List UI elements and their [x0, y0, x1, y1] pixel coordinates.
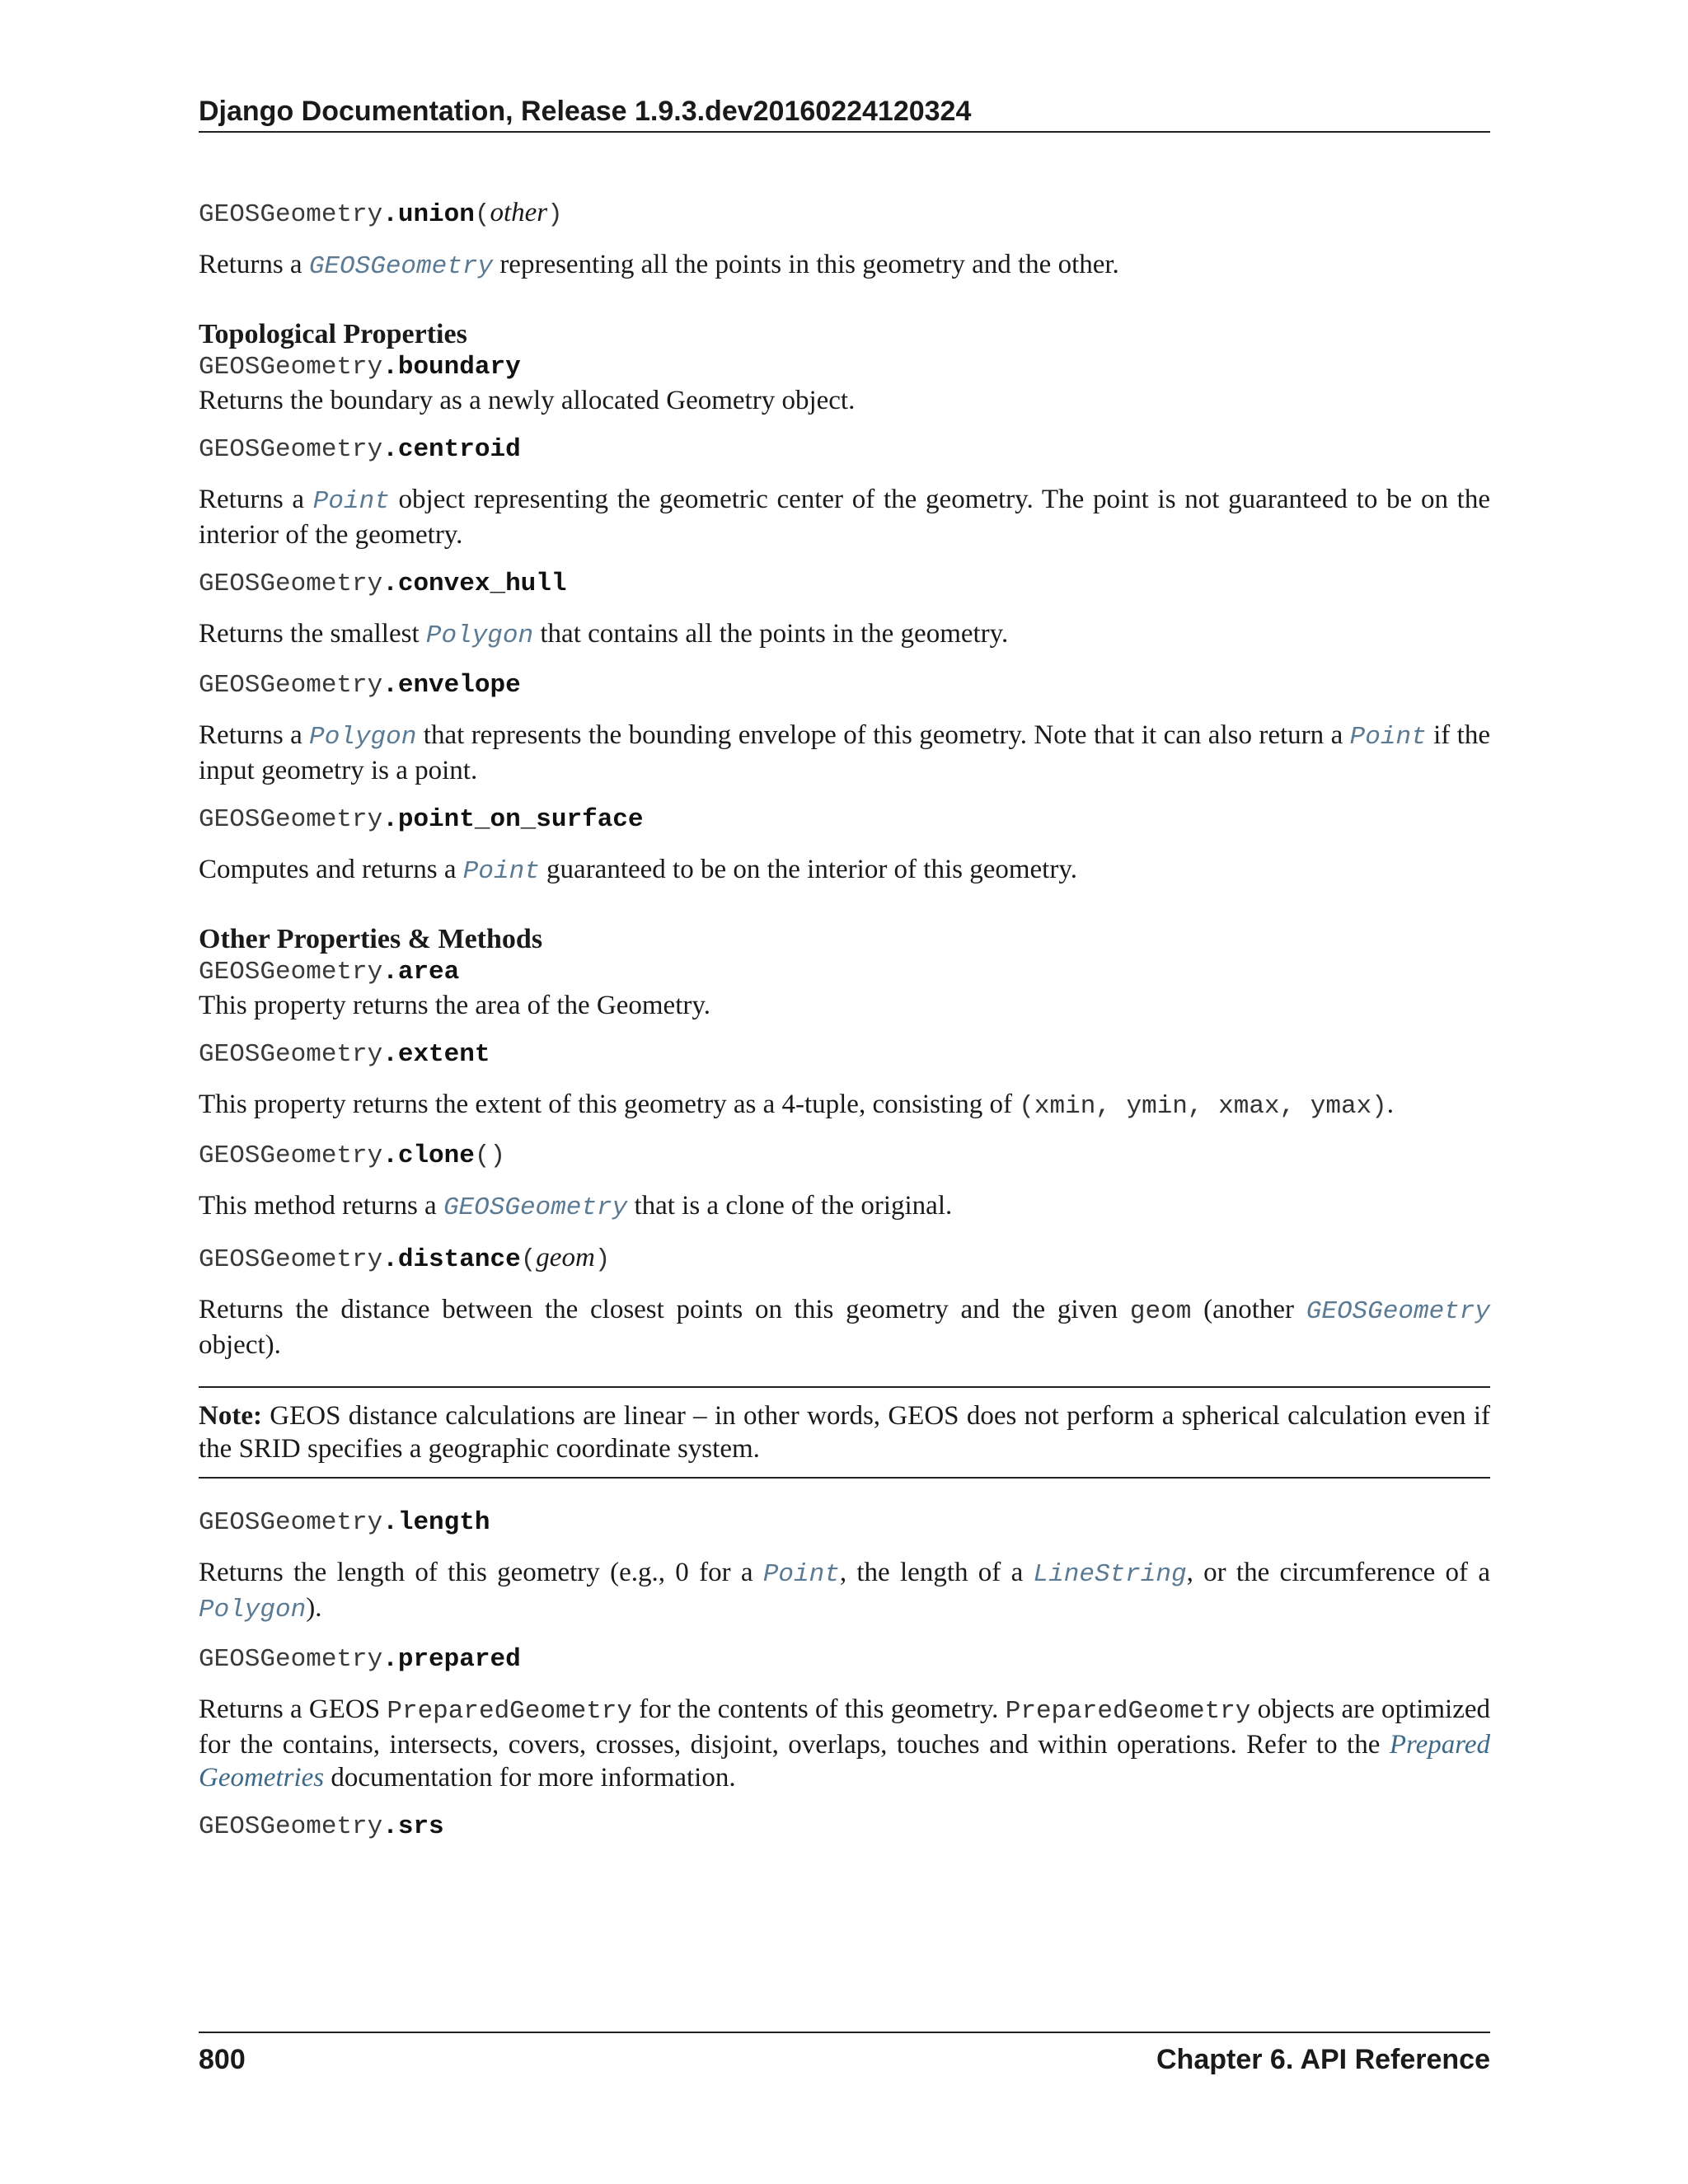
member-name: .envelope: [382, 671, 521, 700]
geosgeometry-link[interactable]: GEOSGeometry: [1306, 1297, 1490, 1326]
area-description: This property returns the area of the Geometry.: [199, 991, 710, 1020]
srs-signature: [199, 1811, 1490, 1844]
class-name: GEOSGeometry: [199, 1812, 383, 1841]
text-run: guaranteed to be on the interior of this geometry.: [539, 855, 1077, 884]
text-run: , or the circumference of a: [1186, 1558, 1490, 1587]
text-run: (another: [1191, 1295, 1306, 1324]
class-name: GEOSGeometry: [199, 1645, 383, 1674]
text-run: objects are optimized for the contains, intersects, covers, crosses, disjoint, overlaps, touches and within operations. Refer to the: [199, 1694, 1490, 1760]
centroid-description: [199, 483, 1490, 551]
point-link[interactable]: Point: [462, 857, 540, 886]
text-run: that contains all the points in the geometry.: [533, 619, 1009, 649]
other-properties-section: [199, 923, 1490, 1844]
member-name: .union: [382, 200, 475, 229]
text-run: documentation for more information.: [324, 1763, 736, 1793]
topological-section: [199, 318, 1490, 888]
extent-description: [199, 1088, 1490, 1123]
text-run: object representing the geometric center of the geometry. The point is not guaranteed to be on the interior of the geometry.: [199, 485, 1490, 550]
point-on-surface-description: [199, 853, 1490, 888]
prepared-geometries-link[interactable]: Prepared Geometries: [199, 1730, 1490, 1793]
extent-tuple-code: (xmin, ymin, xmax, ymax): [1019, 1092, 1387, 1121]
text-run: Computes and returns a: [199, 855, 463, 884]
length-entry: [199, 1507, 1490, 1627]
point-link[interactable]: Point: [312, 487, 390, 516]
union-entry: [199, 196, 1490, 284]
chapter-title: Chapter 6. API Reference: [1156, 2044, 1490, 2075]
text-run: , the length of a: [839, 1558, 1034, 1587]
class-name: GEOSGeometry: [199, 1141, 383, 1170]
envelope-entry: [199, 669, 1490, 787]
class-name: GEOSGeometry: [199, 353, 383, 382]
geom-code: geom: [1129, 1297, 1192, 1326]
point-link[interactable]: Point: [1349, 723, 1427, 752]
member-name: .area: [382, 958, 460, 987]
text-run: Returns the smallest: [199, 619, 426, 649]
document-page: [199, 0, 1490, 2184]
union-description: [199, 248, 1490, 284]
class-name: GEOSGeometry: [199, 805, 383, 834]
class-name: GEOSGeometry: [199, 1508, 383, 1537]
text-run: Returns a: [199, 485, 313, 514]
member-name: .prepared: [382, 1645, 521, 1674]
text-run: This property returns the extent of this geometry as a 4-tuple, consisting of: [199, 1090, 1020, 1119]
member-name: .centroid: [382, 435, 521, 464]
member-name: .boundary: [382, 353, 521, 382]
clone-signature: [199, 1140, 1490, 1173]
srs-entry: [199, 1811, 1490, 1844]
prepared-description: [199, 1693, 1490, 1794]
member-name: .distance: [382, 1245, 521, 1274]
distance-description: [199, 1293, 1490, 1361]
extent-signature: [199, 1038, 1490, 1071]
text-run: Returns a GEOS: [199, 1694, 387, 1724]
parens: (): [474, 1141, 506, 1170]
member-name: .point_on_surface: [382, 805, 644, 834]
section-title-other: Other Properties & Methods: [199, 924, 543, 954]
geosgeometry-link[interactable]: GEOSGeometry: [443, 1193, 628, 1222]
text-run: for the contents of this geometry.: [632, 1694, 1006, 1724]
boundary-signature: [199, 351, 1490, 384]
text-run: representing all the points in this geometry and the other.: [493, 250, 1119, 279]
clone-description: [199, 1189, 1490, 1225]
clone-entry: [199, 1140, 1490, 1225]
envelope-signature: [199, 669, 1490, 702]
convex-hull-signature: [199, 568, 1490, 601]
prepared-signature: [199, 1643, 1490, 1676]
length-signature: [199, 1507, 1490, 1540]
page-number: 800: [199, 2044, 246, 2075]
text-run: Returns the distance between the closest points on this geometry and the given: [199, 1295, 1130, 1324]
preparedgeometry-code: PreparedGeometry: [387, 1697, 633, 1726]
boundary-entry: [199, 351, 1490, 417]
paren-open: (: [474, 200, 490, 229]
polygon-link[interactable]: Polygon: [425, 621, 534, 650]
text-run: .: [1386, 1090, 1395, 1119]
note-label: Note:: [199, 1401, 262, 1431]
text-run: Returns a: [199, 250, 309, 279]
class-name: GEOSGeometry: [199, 569, 383, 598]
class-name: GEOSGeometry: [199, 671, 383, 700]
convex-hull-description: [199, 617, 1490, 653]
class-name: GEOSGeometry: [199, 958, 383, 987]
member-name: .convex_hull: [382, 569, 567, 598]
area-entry: [199, 956, 1490, 1022]
running-header: [199, 93, 1490, 133]
class-name: GEOSGeometry: [199, 435, 383, 464]
note-box: [199, 1386, 1490, 1479]
paren-open: (: [520, 1245, 537, 1274]
area-signature: [199, 956, 1490, 989]
paren-close: ): [594, 1245, 611, 1274]
page-content: [199, 196, 1490, 1860]
class-name: GEOSGeometry: [199, 1040, 383, 1069]
text-run: object).: [199, 1330, 281, 1360]
section-title-topological: Topological Properties: [199, 319, 467, 349]
class-name: GEOSGeometry: [199, 200, 383, 229]
convex-hull-entry: [199, 568, 1490, 653]
text-run: GEOS distance calculations are linear – in other words, GEOS does not perform a spherical calculation even if the SRID specifies a geographic coordinate system.: [199, 1401, 1490, 1464]
prepared-entry: [199, 1643, 1490, 1794]
point-on-surface-entry: [199, 804, 1490, 888]
member-name: .clone: [382, 1141, 475, 1170]
paren-close: ): [547, 200, 563, 229]
member-name: .srs: [382, 1812, 444, 1841]
preparedgeometry-code: PreparedGeometry: [1005, 1697, 1251, 1726]
param-name: geom: [536, 1243, 595, 1272]
geosgeometry-link[interactable]: GEOSGeometry: [308, 252, 494, 281]
text-run: ).: [306, 1593, 322, 1623]
extent-entry: [199, 1038, 1490, 1123]
point-on-surface-signature: [199, 804, 1490, 837]
centroid-entry: [199, 434, 1490, 551]
envelope-description: [199, 719, 1490, 787]
member-name: .extent: [382, 1040, 490, 1069]
point-link[interactable]: Point: [762, 1560, 840, 1589]
running-footer: [199, 2032, 1490, 2078]
boundary-description: Returns the boundary as a newly allocated Geometry object.: [199, 386, 856, 415]
text-run: Returns a: [199, 720, 310, 750]
distance-signature: [199, 1241, 1490, 1277]
length-description: [199, 1556, 1490, 1627]
polygon-link[interactable]: Polygon: [309, 723, 417, 752]
distance-entry: [199, 1241, 1490, 1361]
union-signature: [199, 196, 1490, 232]
class-name: GEOSGeometry: [199, 1245, 383, 1274]
linestring-link[interactable]: LineString: [1033, 1560, 1187, 1589]
text-run: if the input geometry is a point.: [199, 720, 1490, 785]
text-run: that is a clone of the original.: [627, 1191, 953, 1221]
text-run: This method returns a: [199, 1191, 443, 1221]
polygon-link[interactable]: Polygon: [199, 1596, 307, 1624]
member-name: .length: [382, 1508, 490, 1537]
text-run: that represents the bounding envelope of this geometry. Note that it can also return a: [416, 720, 1350, 750]
header-title: Django Documentation, Release 1.9.3.dev20160224120324: [199, 96, 972, 127]
param-name: other: [490, 198, 548, 227]
centroid-signature: [199, 434, 1490, 466]
note-text: [199, 1399, 1490, 1465]
text-run: Returns the length of this geometry (e.g., 0 for a: [199, 1558, 763, 1587]
